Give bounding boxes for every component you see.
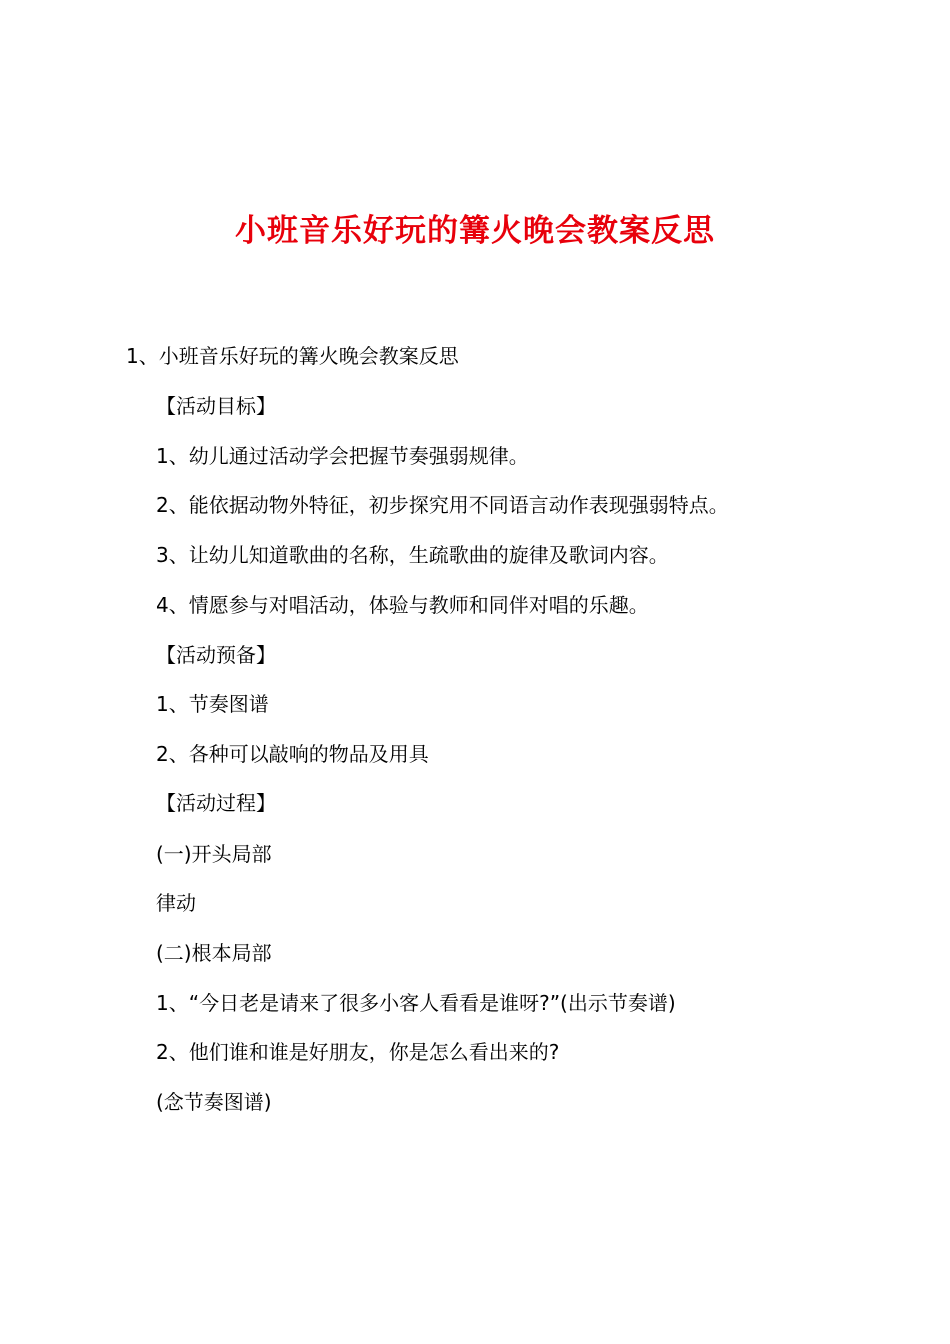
subheading-activity-preparation: 【活动预备】 — [156, 643, 276, 667]
document-title: 小班音乐好玩的篝火晚会教案反思 — [235, 213, 715, 249]
process-item-2: 2、他们谁和谁是好朋友，你是怎么看出来的? — [156, 1040, 560, 1064]
preparation-item-2: 2、各种可以敲响的物品及用具 — [156, 742, 429, 766]
process-part-2: (二)根本局部 — [156, 941, 272, 965]
goal-item-1: 1、幼儿通过活动学会把握节奏强弱规律。 — [156, 444, 529, 468]
process-part-1: (一)开头局部 — [156, 842, 272, 866]
process-text: 律动 — [156, 891, 196, 915]
section-heading: 1、小班音乐好玩的篝火晚会教案反思 — [126, 344, 459, 368]
process-item-1: 1、“今日老是请来了很多小客人看看是谁呀?”(出示节奏谱) — [156, 991, 676, 1015]
subheading-activity-process: 【活动过程】 — [156, 791, 276, 815]
goal-item-4: 4、情愿参与对唱活动，体验与教师和同伴对唱的乐趣。 — [156, 593, 649, 617]
preparation-item-1: 1、节奏图谱 — [156, 692, 269, 716]
goal-item-2: 2、能依据动物外特征，初步探究用不同语言动作表现强弱特点。 — [156, 493, 729, 517]
subheading-activity-goals: 【活动目标】 — [156, 394, 276, 418]
goal-item-3: 3、让幼儿知道歌曲的名称，生疏歌曲的旋律及歌词内容。 — [156, 543, 669, 567]
process-note: (念节奏图谱) — [156, 1090, 272, 1114]
